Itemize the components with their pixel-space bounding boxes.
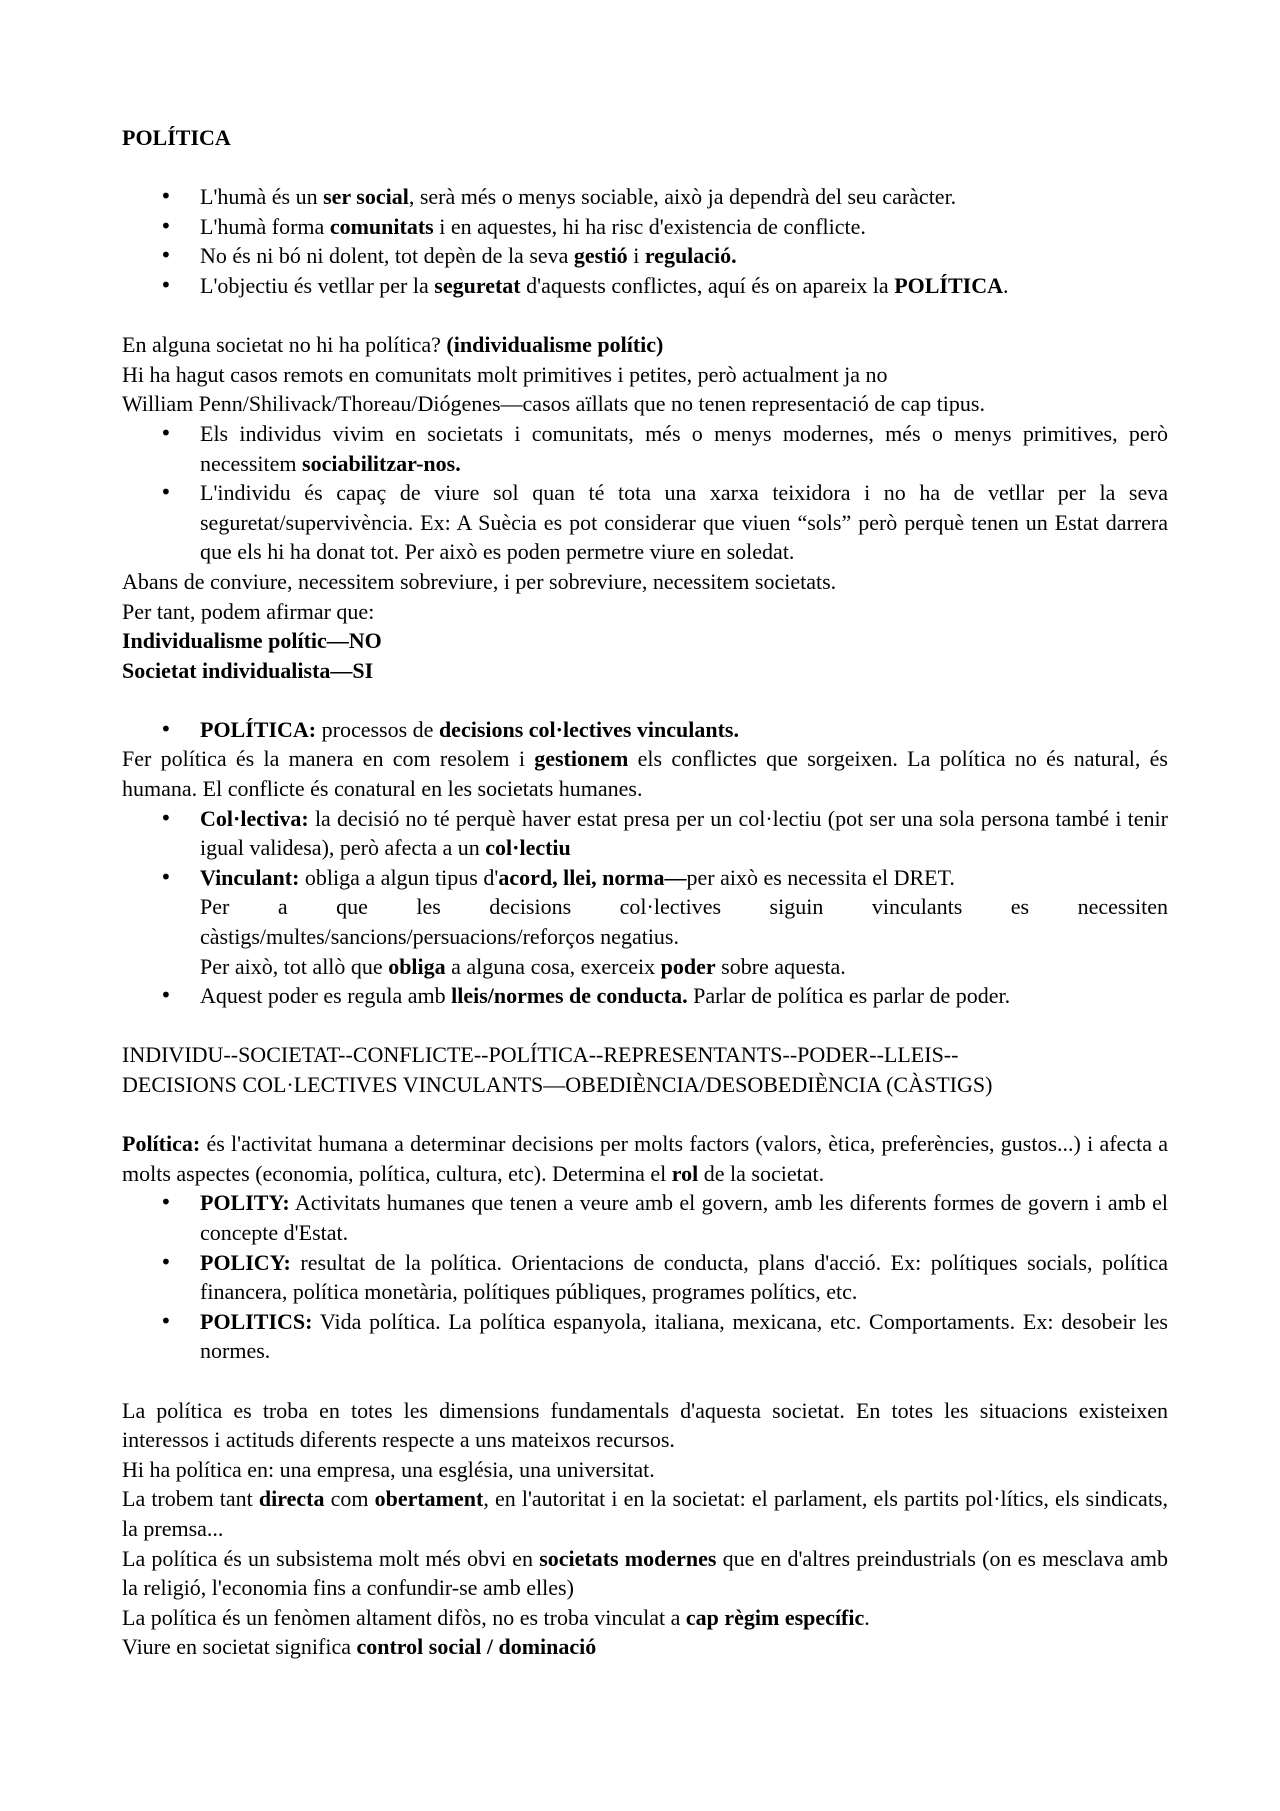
bullet-icon: • [160,983,172,1008]
bullet-icon: • [160,1190,172,1215]
bullet-icon: • [160,1249,172,1274]
list-item: • POLITY: Activitats humanes que tenen a veure amb el govern, amb les diferents formes de govern i amb el concepte d'Estat. [160,1190,1168,1245]
bullet-icon: • [160,272,172,297]
properties-bullet-list [122,804,1168,1011]
paragraph: Viure en societat significa control social / dominació [122,1634,597,1660]
paragraph: Hi ha política en: una empresa, una església, una universitat. [122,1456,655,1482]
conclusion-line: Societat individualista—SI [122,657,374,683]
paragraph: Abans de conviure, necessitem sobreviure, i per sobreviure, necessitem societats. [122,568,837,594]
paragraph: Per això, tot allò que obliga a alguna cosa, exerceix poder sobre aquesta. [200,953,846,979]
concept-chain-line: INDIVIDU--SOCIETAT--CONFLICTE--POLÍTICA--REPRESENTANTS--PODER--LLEIS-- [122,1042,959,1068]
conclusion-line: Individualisme polític—NO [122,628,382,654]
paragraph: Política: és l'activitat humana a determinar decisions per molts factors (valors, ètica, preferències, gustos...) i afecta a molts aspectes (economia, política, cultura, etc). Determina el rol de la societat. [122,1131,1168,1186]
bullet-icon: • [160,480,172,505]
paragraph: William Penn/Shilivack/Thoreau/Diógenes—casos aïllats que no tenen representació de cap tipus. [122,391,985,417]
list-item: • POLITICS: Vida política. La política espanyola, italiana, mexicana, etc. Comportaments. Ex: desobeir les normes. [160,1308,1168,1364]
bullet-icon: • [160,184,172,209]
paragraph: Fer política és la manera en com resolem i gestionem els conflictes que sorgeixen. La política no és natural, és humana. El conflicte és conatural en les societats humanes. [122,746,1168,802]
list-item: • L'objectiu és vetllar per la seguretat d'aquests conflictes, aquí és on apareix la POLÍTICA. [122,271,1168,301]
individualism-question: En alguna societat no hi ha política? (individualisme polític) [122,332,664,358]
definition-bullet-list [122,715,1168,745]
list-item: • POLÍTICA: processos de decisions col·lectives vinculants. [122,715,1168,745]
paragraph: Per tant, podem afirmar que: [122,598,375,624]
paragraph: Per a que les decisions col·lectives siguin vinculants es necessiten càstigs/multes/sancions/persuacions/reforços negatius. [200,894,1168,950]
list-item: • Els individus vivim en societats i comunitats, més o menys modernes, més o menys primitives, però necessitem sociabilitzar-nos. [160,420,1168,476]
list-item: • Vinculant: obliga a algun tipus d'acord, llei, norma—per això es necessita el DRET. Per a que les decisions col·lectives siguin vinculants es necessiten càstigs/multes/sancions/persuacions/reforços negatius. Per això, tot allò que obliga a alguna cosa, exerceix poder sobre aquesta. [122,863,1168,981]
list-item: • Col·lectiva: la decisió no té perquè haver estat presa per un col·lectiu (pot ser una sola persona també i tenir igual validesa), però afecta a un col·lectiu [160,805,1168,861]
list-item: • No és ni bó ni dolent, tot depèn de la seva gestió i regulació. [122,241,1168,271]
bullet-icon: • [160,716,172,741]
paragraph: La política és un fenòmen altament difòs, no es troba vinculat a cap règim específic. [122,1604,870,1630]
bullet-icon: • [160,420,172,445]
list-item: • POLICY: resultat de la política. Orientacions de conducta, plans d'acció. Ex: polítiques socials, política financera, política monetària, polítiques públiques, programes polítics, etc. [160,1249,1168,1305]
list-item: • L'humà és un ser social, serà més o menys sociable, això ja dependrà del seu caràcter. [122,182,1168,212]
polity-policy-politics-list [122,1188,1168,1366]
concept-chain-line: DECISIONS COL·LECTIVES VINCULANTS—OBEDIÈNCIA/DESOBEDIÈNCIA (CÀSTIGS) [122,1072,993,1097]
list-item: • L'humà forma comunitats i en aquestes, hi ha risc d'existencia de conflicte. [122,212,1168,242]
paragraph: La política es troba en totes les dimensions fundamentals d'aquesta societat. En totes les situacions existeixen interessos i actituds diferents respecte a uns mateixos recursos. [122,1397,1168,1453]
list-item: • Aquest poder es regula amb lleis/normes de conducta. Parlar de política es parlar de poder. [122,981,1168,1011]
bullet-icon: • [160,243,172,268]
individualism-bullet-list [122,419,1168,567]
paragraph: La política és un subsistema molt més obvi en societats modernes que en d'altres preindustrials (on es mesclava amb la religió, l'economia fins a confundir-se amb elles) [122,1545,1168,1601]
paragraph: Hi ha hagut casos remots en comunitats molt primitives i petites, però actualment ja no [122,361,888,387]
page-title: POLÍTICA [122,125,231,150]
list-item: • L'individu és capaç de viure sol quan té tota una xarxa teixidora i no ha de vetllar per la seva seguretat/supervivència. Ex: A Suècia es pot considerar que viuen “sols” però perquè tenen un Estat darrera que els hi ha donat tot. Per això es poden permetre viure en soledat. [160,480,1168,565]
bullet-icon: • [160,805,172,830]
bullet-icon: • [160,1308,172,1333]
bullet-icon: • [160,213,172,238]
paragraph: La trobem tant directa com obertament, en l'autoritat i en la societat: el parlament, els partits pol·lítics, els sindicats, la premsa... [122,1486,1168,1541]
intro-bullet-list [122,182,1168,300]
bullet-icon: • [160,864,172,889]
